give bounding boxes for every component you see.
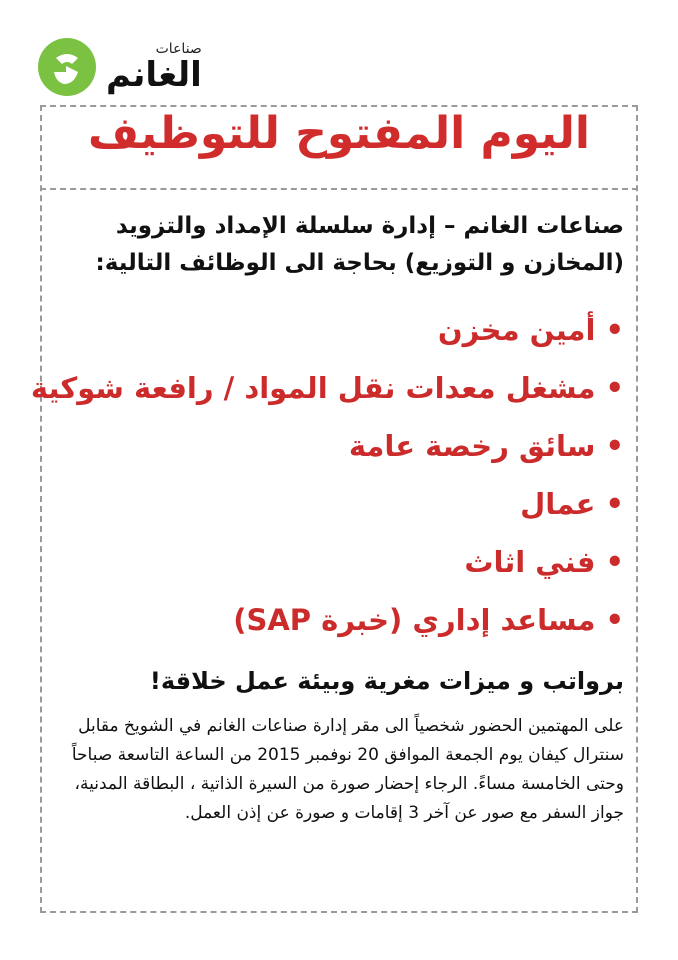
logo-mark-icon [38,38,96,96]
title-row [40,108,638,159]
bullet-icon: • [605,313,624,347]
logo-small-text: صناعات [155,41,202,57]
page-title: اليوم المفتوح للتوظيف [88,108,590,159]
job-item [52,484,624,542]
job-title: فني اثاث [464,545,596,579]
bullet-icon: • [605,545,624,579]
bullet-icon: • [605,371,624,405]
intro-line-1: صناعات الغانم – إدارة سلسلة الإمداد والتزويد [115,213,624,239]
job-list [30,310,624,658]
job-item [52,542,624,600]
intro-text [52,208,624,282]
job-item [52,600,624,658]
intro-line-2: (المخازن و التوزيع) بحاجة الى الوظائف التالية: [95,250,624,276]
job-item [52,426,624,484]
bullet-icon: • [605,603,624,637]
job-item [30,368,624,426]
job-title: عمال [520,487,596,521]
job-title: أمين مخزن [437,313,596,347]
job-title: سائق رخصة عامة [348,429,596,463]
job-title: مساعد إداري (خبرة SAP) [233,603,596,637]
bullet-icon: • [605,487,624,521]
title-divider [40,188,638,190]
logo-wordmark [106,41,202,95]
job-title: مشغل معدات نقل المواد / رافعة شوكية [30,371,596,405]
job-item [52,310,624,368]
application-details: على المهتمين الحضور شخصياً الى مقر إدارة صناعات الغانم في الشويخ مقابل سنترال كيفان يوم الجمعة الموافق 20 نوفمبر 2015 من الساعة التاسعة صباحاً وحتى الخامسة مساءً. الرجاء إحضار صورة من السيرة الذاتية ، البطاقة المدنية، جواز السفر مع صور عن آخر 3 إقامات و صورة عن إذن العمل. [71,716,624,823]
main-content [30,208,624,828]
bullet-icon: • [605,429,624,463]
benefits-text: برواتب و ميزات مغرية وبيئة عمل خلاقة! [149,667,624,695]
company-logo [38,38,202,96]
logo-big-text: الغانم [106,55,202,95]
